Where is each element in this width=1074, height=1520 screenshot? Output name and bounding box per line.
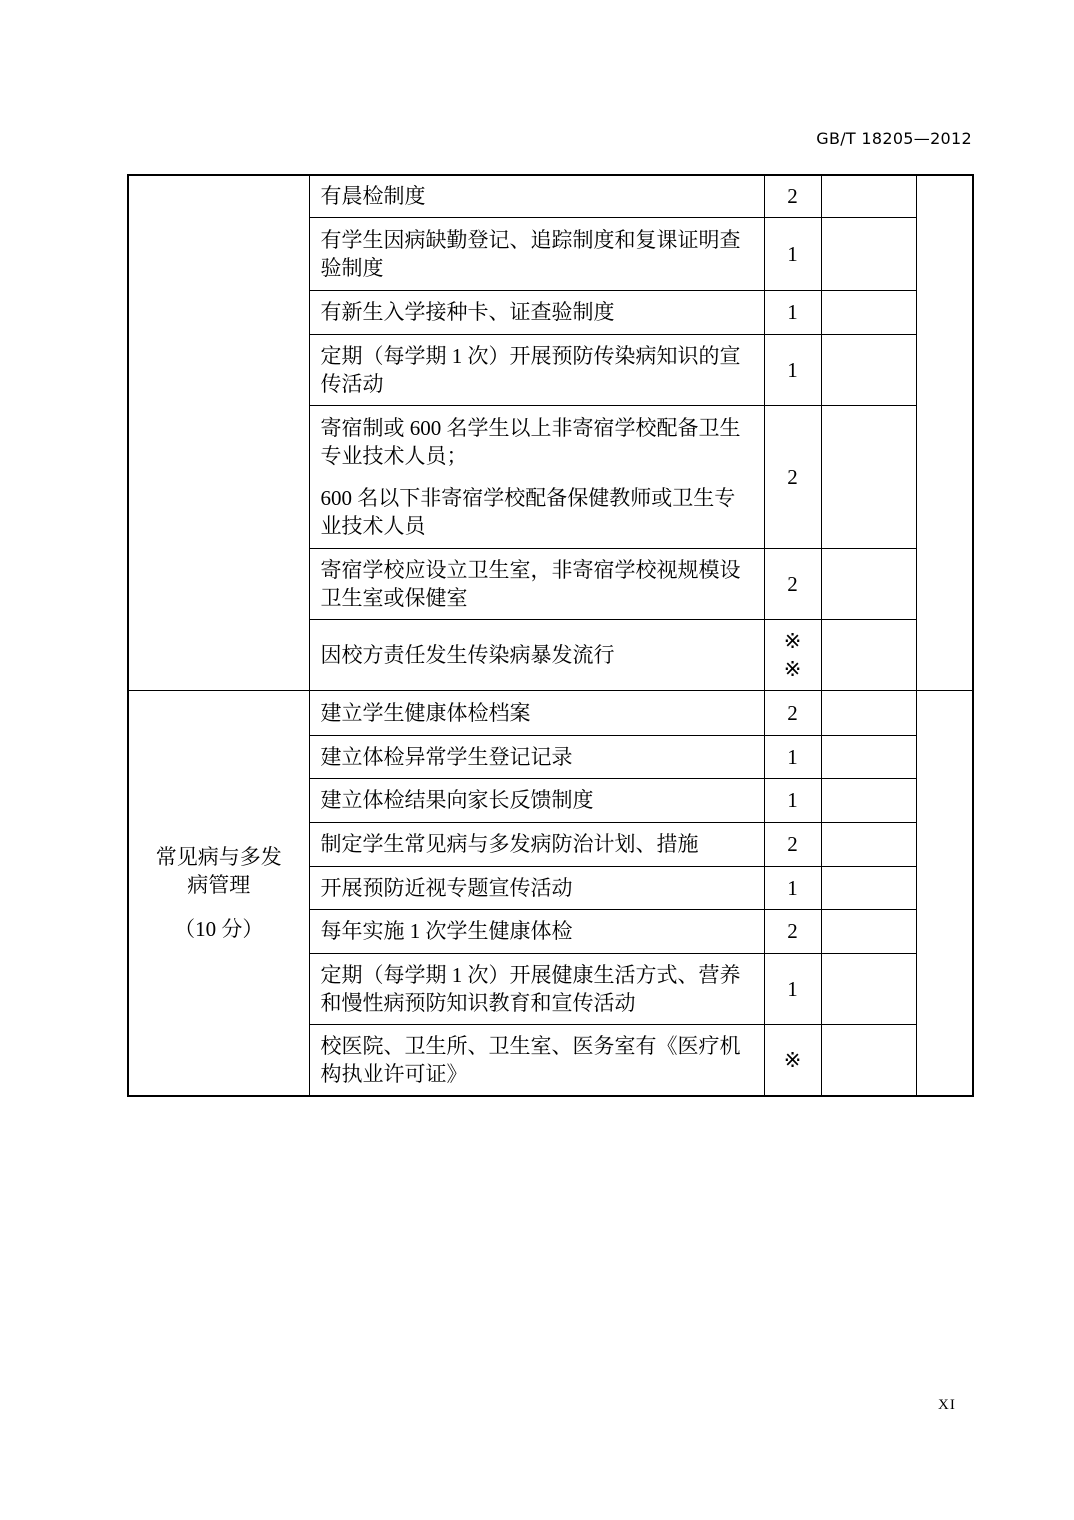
item-text: 建立学生健康体检档案 — [320, 700, 531, 725]
category-cell — [128, 175, 309, 690]
item-text: 有新生入学接种卡、证查验制度 — [320, 300, 615, 324]
item-cell — [309, 1024, 764, 1096]
item-cell — [309, 290, 764, 334]
score-cell — [821, 690, 916, 735]
category-cell — [128, 690, 309, 1096]
item-text: 制定学生常见病与多发病防治计划、措施 — [320, 832, 699, 856]
points-text: 2 — [787, 700, 798, 725]
item-text: 有学生因病缺勤登记、追踪制度和复课证明查 验制度 — [320, 227, 741, 280]
page-number: XI — [938, 1397, 956, 1413]
points-text: ※ ※ — [783, 628, 802, 681]
item-text: 寄宿学校应设立卫生室，非寄宿学校视规模设 卫生室或保健室 — [320, 557, 741, 610]
points-cell — [764, 953, 821, 1024]
score-cell — [821, 334, 916, 405]
points-text: 1 — [787, 241, 798, 266]
item-text: 建立体检结果向家长反馈制度 — [320, 788, 594, 812]
item-cell — [309, 735, 764, 778]
item-text: 定期（每学期 1 次）开展预防传染病知识的宣 传活动 — [320, 343, 741, 396]
item-cell — [309, 822, 764, 866]
score-cell — [821, 290, 916, 334]
category-score: （10 分） — [174, 916, 264, 941]
points-text: 1 — [787, 744, 798, 769]
item-text: 因校方责任发生传染病暴发流行 — [320, 642, 615, 667]
score-cell — [821, 548, 916, 619]
item-text: 建立体检异常学生登记记录 — [320, 744, 573, 769]
points-cell — [764, 405, 821, 548]
points-cell — [764, 1024, 821, 1096]
item-paragraph: 600 名以下非寄宿学校配备保健教师或卫生专 业技术人员 — [320, 485, 736, 538]
points-cell — [764, 822, 821, 866]
points-cell — [764, 334, 821, 405]
points-text: 1 — [787, 976, 798, 1001]
item-text: 有晨检制度 — [320, 184, 426, 209]
item-text: 定期（每学期 1 次）开展健康生活方式、营养 和慢性病预防知识教育和宣传活动 — [320, 962, 741, 1015]
item-cell — [309, 175, 764, 217]
score-cell — [821, 175, 916, 217]
category-label: 常见病与多发 病管理 — [155, 844, 282, 897]
points-cell — [764, 175, 821, 217]
item-cell — [309, 548, 764, 619]
points-cell — [764, 548, 821, 619]
item-text: 每年实施 1 次学生健康体检 — [320, 919, 573, 943]
table-row — [128, 175, 973, 217]
item-cell — [309, 619, 764, 690]
item-text: 校医院、卫生所、卫生室、医务室有《医疗机 构执业许可证》 — [320, 1033, 741, 1086]
score-cell — [821, 619, 916, 690]
item-cell — [309, 690, 764, 735]
points-cell — [764, 217, 821, 290]
points-cell — [764, 290, 821, 334]
item-cell — [309, 217, 764, 290]
score-cell — [821, 822, 916, 866]
item-cell — [309, 778, 764, 822]
score-cell — [821, 953, 916, 1024]
points-text: 1 — [787, 788, 798, 812]
item-cell — [309, 953, 764, 1024]
standard-code: GB/T 18205—2012 — [816, 129, 972, 148]
points-text: 1 — [787, 357, 798, 382]
item-cell — [309, 866, 764, 909]
points-cell — [764, 735, 821, 778]
score-cell — [821, 909, 916, 953]
item-cell — [309, 334, 764, 405]
points-cell — [764, 866, 821, 909]
item-cell — [309, 909, 764, 953]
score-cell — [821, 405, 916, 548]
remark-cell — [916, 175, 973, 690]
points-text: 2 — [787, 571, 798, 596]
points-text: 2 — [787, 184, 798, 209]
item-paragraph: 寄宿制或 600 名学生以上非寄宿学校配备卫生 专业技术人员； — [320, 415, 741, 468]
points-text: 1 — [787, 875, 798, 900]
assessment-table — [127, 174, 974, 1097]
points-cell — [764, 619, 821, 690]
score-cell — [821, 1024, 916, 1096]
remark-cell — [916, 690, 973, 1096]
points-text: 2 — [787, 832, 798, 856]
points-cell — [764, 778, 821, 822]
score-cell — [821, 778, 916, 822]
score-cell — [821, 735, 916, 778]
points-text: 1 — [787, 300, 798, 324]
item-text: 开展预防近视专题宣传活动 — [320, 875, 573, 900]
score-cell — [821, 866, 916, 909]
points-text: 2 — [787, 464, 798, 489]
points-text: 2 — [787, 919, 798, 943]
points-text: ※ — [783, 1047, 802, 1072]
points-cell — [764, 909, 821, 953]
score-cell — [821, 217, 916, 290]
item-cell — [309, 405, 764, 548]
points-cell — [764, 690, 821, 735]
table-row — [128, 690, 973, 735]
